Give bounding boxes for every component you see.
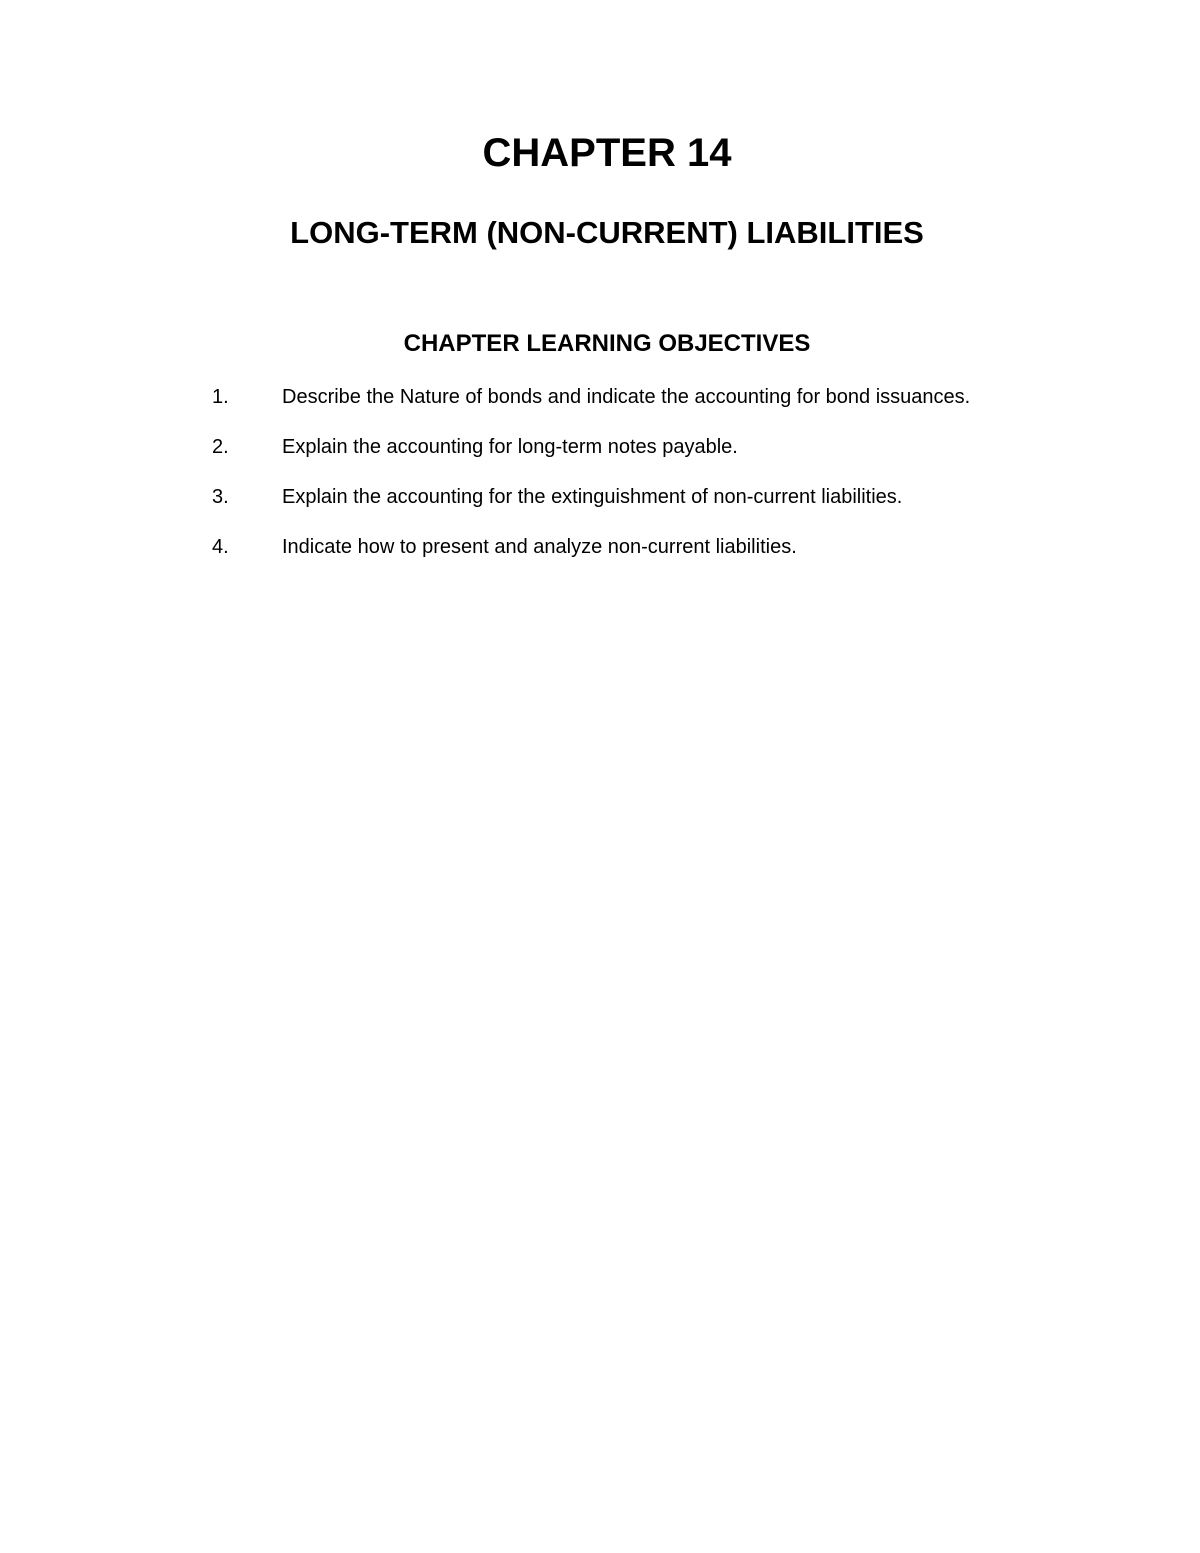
chapter-title-heading: LONG-TERM (NON-CURRENT) LIABILITIES	[290, 215, 924, 250]
objective-text: Indicate how to present and analyze non-current liabilities.	[282, 536, 797, 558]
list-item	[0, 433, 1200, 483]
objective-number: 2.	[212, 436, 229, 458]
learning-objectives-heading: CHAPTER LEARNING OBJECTIVES	[403, 330, 811, 357]
objective-text: Describe the Nature of bonds and indicate the accounting for bond issuances.	[282, 386, 971, 408]
chapter-number-heading: CHAPTER 14	[482, 131, 732, 175]
objective-text: Explain the accounting for the extinguishment of non-current liabilities.	[282, 486, 903, 508]
objective-number: 3.	[212, 486, 229, 508]
learning-objectives-list	[0, 383, 1200, 583]
list-item	[0, 483, 1200, 533]
objective-number: 1.	[212, 386, 229, 408]
objective-text: Explain the accounting for long-term notes payable.	[282, 436, 738, 458]
list-item	[0, 383, 1200, 433]
list-item	[0, 533, 1200, 583]
objective-number: 4.	[212, 536, 229, 558]
